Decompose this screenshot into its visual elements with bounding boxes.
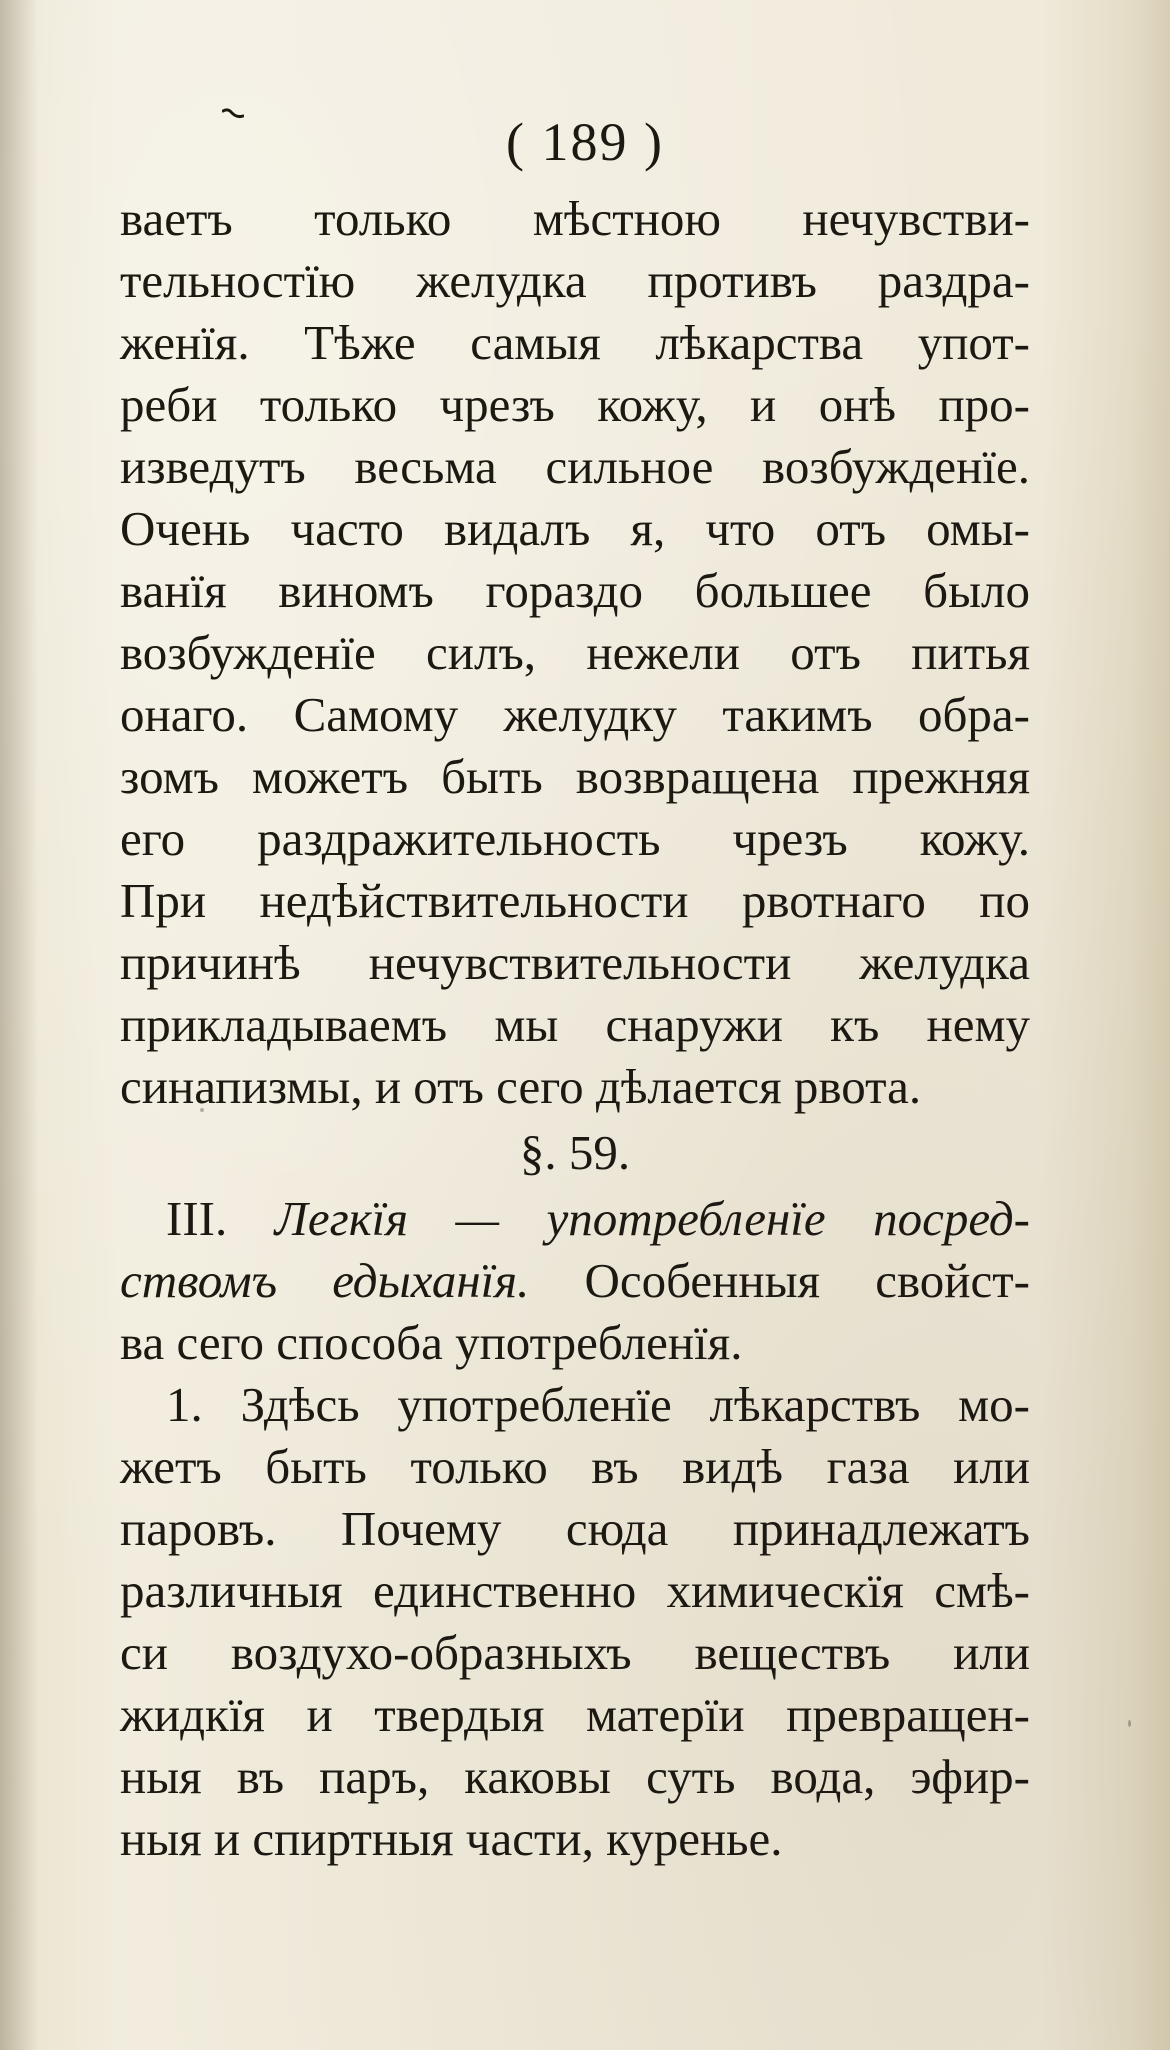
- paper-speck: [318, 1648, 321, 1651]
- text-line: синапизмы, и отъ сего дѣлается рвота.: [120, 1059, 922, 1114]
- italic-heading-part-2: ствомъ едыханїя.: [120, 1253, 530, 1308]
- item-line: си воздухо-образныхъ веществъ или: [120, 1625, 1030, 1680]
- paper-speck: [858, 1590, 861, 1593]
- text-line: женїя. Тѣже самыя лѣкарства упот-: [120, 315, 1030, 370]
- text-line: тельностїю желудка противъ раздра-: [120, 253, 1030, 308]
- section-para-line-3: ва сего способа употребленїя.: [120, 1315, 743, 1370]
- text-line: реби только чрезъ кожу, и онѣ про-: [120, 377, 1030, 432]
- item-line: различныя единственно химическїя смѣ-: [120, 1563, 1030, 1618]
- section-para-rest: Особенныя свойст-: [529, 1253, 1030, 1308]
- item-line: ныя въ паръ, каковы суть вода, эфир-: [120, 1749, 1030, 1804]
- text-line: изведутъ весьма сильное возбужденїе.: [120, 439, 1030, 494]
- text-line: причинѣ нечувствительности желудка: [120, 935, 1030, 990]
- section-para-line-2: [120, 1250, 1030, 1312]
- item-line: жетъ быть только въ видѣ газа или: [120, 1439, 1030, 1494]
- section-heading: §. 59.: [519, 1125, 631, 1180]
- page-number: ( 189 ): [506, 112, 664, 172]
- text-line: его раздражительность чрезъ кожу.: [120, 811, 1030, 866]
- item-line: жидкїя и твердыя матерїи превращен-: [120, 1687, 1030, 1742]
- text-line: зомъ можетъ быть возвращена прежняя: [120, 749, 1030, 804]
- item-line: паровъ. Почему сюда принадлежатъ: [120, 1501, 1030, 1556]
- section-para-line-1: [120, 1188, 1030, 1250]
- text-line: прикладываемъ мы снаружи къ нему: [120, 997, 1030, 1052]
- paper-speck: [1128, 1720, 1131, 1727]
- binding-shadow: [0, 0, 38, 2050]
- text-line: возбужденїе силъ, нежели отъ питья: [120, 625, 1030, 680]
- roman-numeral: III.: [166, 1191, 228, 1246]
- text-line: ванїя виномъ гораздо большее было: [120, 563, 1030, 618]
- paper-speck: [200, 1108, 204, 1112]
- text-line: онаго. Самому желудку такимъ обра-: [120, 687, 1030, 742]
- text-line: ваетъ только мѣстною нечувстви-: [120, 191, 1030, 246]
- item-line: ныя и спиртныя части, куренье.: [120, 1811, 783, 1866]
- italic-heading-part-1: Легкїя — употребленїе посред-: [274, 1191, 1030, 1246]
- text-line: При недѣйствительности рвотнаго по: [120, 873, 1030, 928]
- item-line: 1. Здѣсь употребленїе лѣкарствъ мо-: [166, 1377, 1030, 1432]
- text-block: [120, 188, 1030, 1870]
- text-line: Очень часто видалъ я, что отъ омы-: [120, 501, 1030, 556]
